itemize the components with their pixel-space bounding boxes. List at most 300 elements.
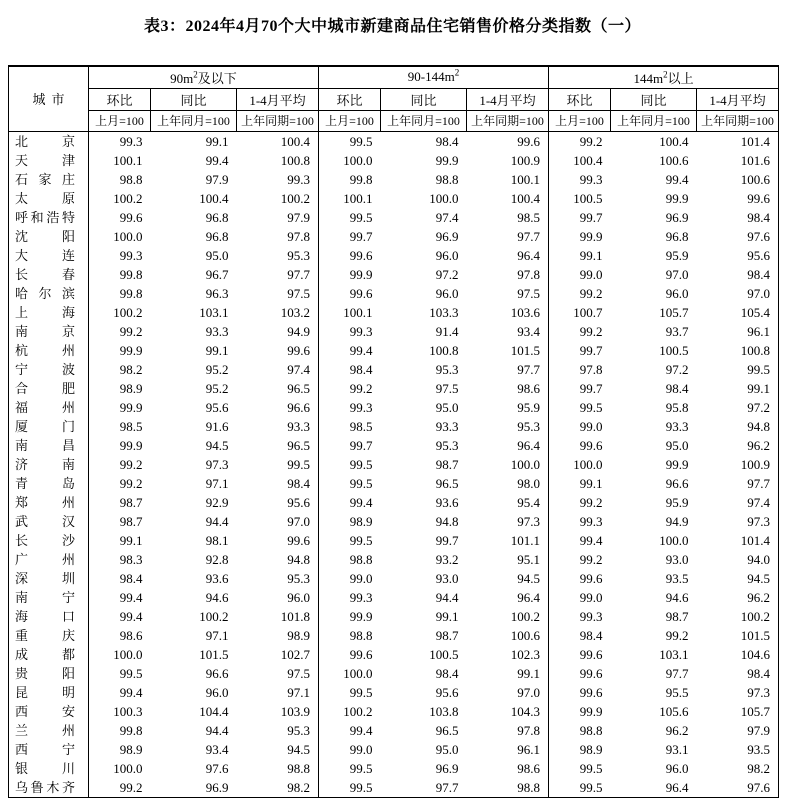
subheader-avg-g2: 1-4月平均: [467, 88, 549, 110]
city-cell: 长春: [9, 265, 89, 284]
value-cell: 98.4: [747, 209, 771, 225]
table-row: [9, 131, 779, 151]
value-cell: 95.0: [435, 741, 459, 757]
table-row: [9, 417, 779, 436]
value-cell: 99.9: [549, 227, 611, 246]
table-row: [9, 569, 779, 588]
value-cell: 94.4: [435, 589, 459, 605]
value-cell: 97.0: [747, 285, 771, 301]
value-cell: 97.0: [665, 266, 689, 282]
city-cell: 银川: [9, 759, 89, 778]
value-cell: 97.7: [517, 228, 540, 244]
value-cell: 97.1: [287, 684, 310, 700]
value-cell: 101.6: [740, 152, 771, 168]
city-cell: 长沙: [9, 531, 89, 550]
value-cell: 99.9: [319, 607, 381, 626]
table-body: [9, 131, 779, 797]
city-cell: 南京: [9, 322, 89, 341]
value-cell: 99.5: [319, 208, 381, 227]
value-cell: 100.0: [429, 190, 459, 206]
value-cell: 97.8: [517, 266, 540, 282]
base-header-row: [9, 110, 779, 131]
value-cell: 100.7: [549, 303, 611, 322]
value-cell: 101.5: [199, 646, 229, 662]
value-cell: 99.9: [319, 265, 381, 284]
value-cell: 99.6: [319, 284, 381, 303]
city-cell: 哈尔滨: [9, 284, 89, 303]
value-cell: 100.0: [89, 645, 151, 664]
city-cell: 西安: [9, 702, 89, 721]
value-cell: 99.6: [319, 645, 381, 664]
value-cell: 98.0: [517, 475, 540, 491]
value-cell: 97.8: [517, 722, 540, 738]
value-cell: 99.3: [287, 171, 310, 187]
value-cell: 97.8: [287, 228, 310, 244]
table-row: [9, 702, 779, 721]
city-cell: 贵阳: [9, 664, 89, 683]
value-cell: 100.5: [429, 646, 459, 662]
value-cell: 99.2: [665, 627, 689, 643]
value-cell: 99.3: [549, 512, 611, 531]
value-cell: 97.1: [205, 627, 229, 643]
subheader-mom-g1: 环比: [89, 88, 151, 110]
value-cell: 99.5: [287, 456, 310, 472]
value-cell: 99.2: [549, 493, 611, 512]
value-cell: 100.9: [510, 152, 540, 168]
table-row: [9, 246, 779, 265]
sub-header-row: [9, 88, 779, 110]
value-cell: 102.3: [510, 646, 540, 662]
value-cell: 98.2: [89, 360, 151, 379]
value-cell: 95.2: [205, 361, 229, 377]
city-column-header: 城市: [9, 66, 89, 131]
value-cell: 99.3: [319, 588, 381, 607]
value-cell: 101.8: [280, 608, 310, 624]
value-cell: 103.1: [659, 646, 689, 662]
value-cell: 95.0: [665, 437, 689, 453]
value-cell: 99.2: [549, 550, 611, 569]
value-cell: 98.9: [89, 740, 151, 759]
table-row: [9, 151, 779, 170]
value-cell: 103.1: [199, 304, 229, 320]
value-cell: 97.7: [435, 779, 459, 795]
table-header: [9, 66, 779, 131]
group-label-suffix: 及以下: [197, 70, 237, 86]
value-cell: 96.0: [665, 285, 689, 301]
value-cell: 99.7: [319, 436, 381, 455]
value-cell: 93.5: [747, 741, 771, 757]
value-cell: 99.6: [549, 436, 611, 455]
value-cell: 95.3: [287, 570, 310, 586]
value-cell: 97.7: [665, 665, 689, 681]
value-cell: 99.8: [319, 170, 381, 189]
value-cell: 97.9: [205, 171, 229, 187]
value-cell: 97.7: [517, 361, 540, 377]
value-cell: 101.1: [510, 532, 540, 548]
value-cell: 97.5: [435, 380, 459, 396]
value-cell: 99.7: [549, 341, 611, 360]
value-cell: 93.4: [517, 323, 540, 339]
table-row: [9, 512, 779, 531]
city-cell: 上海: [9, 303, 89, 322]
value-cell: 97.0: [287, 513, 310, 529]
value-cell: 99.3: [319, 322, 381, 341]
value-cell: 96.8: [665, 228, 689, 244]
value-cell: 97.2: [665, 361, 689, 377]
value-cell: 98.4: [747, 266, 771, 282]
value-cell: 99.6: [549, 683, 611, 702]
baseheader-lastyearmonth-g1: 上年同月=100: [151, 110, 237, 131]
table-row: [9, 303, 779, 322]
table-row: [9, 474, 779, 493]
value-cell: 94.8: [435, 513, 459, 529]
value-cell: 94.4: [205, 513, 229, 529]
value-cell: 100.5: [549, 189, 611, 208]
value-cell: 99.9: [89, 398, 151, 417]
table-row: [9, 778, 779, 798]
value-cell: 96.8: [205, 209, 229, 225]
value-cell: 97.3: [205, 456, 229, 472]
subheader-avg-g1: 1-4月平均: [237, 88, 319, 110]
city-cell: 深圳: [9, 569, 89, 588]
table-row: [9, 170, 779, 189]
value-cell: 94.9: [287, 323, 310, 339]
value-cell: 95.6: [205, 399, 229, 415]
city-cell: 青岛: [9, 474, 89, 493]
value-cell: 99.4: [549, 531, 611, 550]
value-cell: 99.2: [319, 379, 381, 398]
value-cell: 99.0: [549, 265, 611, 284]
value-cell: 100.0: [89, 759, 151, 778]
value-cell: 97.9: [747, 722, 771, 738]
value-cell: 100.2: [510, 608, 540, 624]
city-cell: 重庆: [9, 626, 89, 645]
value-cell: 99.1: [517, 665, 540, 681]
value-cell: 98.5: [319, 417, 381, 436]
value-cell: 94.4: [205, 722, 229, 738]
table-row: [9, 626, 779, 645]
value-cell: 97.5: [287, 665, 310, 681]
table-row: [9, 550, 779, 569]
value-cell: 96.4: [517, 437, 540, 453]
value-cell: 93.2: [435, 551, 459, 567]
value-cell: 100.8: [429, 342, 459, 358]
group-label: 90-144m: [407, 69, 455, 85]
value-cell: 99.3: [549, 170, 611, 189]
value-cell: 100.1: [319, 189, 381, 208]
value-cell: 98.4: [287, 475, 310, 491]
value-cell: 99.9: [665, 190, 689, 206]
value-cell: 91.6: [205, 418, 229, 434]
value-cell: 99.1: [435, 608, 459, 624]
subheader-mom-g3: 环比: [549, 88, 611, 110]
value-cell: 99.4: [319, 341, 381, 360]
value-cell: 96.5: [287, 437, 310, 453]
value-cell: 93.3: [435, 418, 459, 434]
baseheader-lastyearmonth-g3: 上年同月=100: [611, 110, 697, 131]
value-cell: 100.4: [510, 190, 540, 206]
table-row: [9, 664, 779, 683]
value-cell: 93.0: [435, 570, 459, 586]
value-cell: 95.9: [517, 399, 540, 415]
value-cell: 97.1: [205, 475, 229, 491]
value-cell: 94.6: [205, 589, 229, 605]
value-cell: 99.6: [549, 569, 611, 588]
value-cell: 98.5: [89, 417, 151, 436]
group-header-90-144: [319, 66, 549, 88]
value-cell: 97.6: [747, 228, 771, 244]
value-cell: 98.6: [89, 626, 151, 645]
value-cell: 97.0: [517, 684, 540, 700]
subheader-yoy-g1: 同比: [151, 88, 237, 110]
value-cell: 98.4: [435, 665, 459, 681]
value-cell: 96.9: [665, 209, 689, 225]
city-cell: 昆明: [9, 683, 89, 702]
value-cell: 98.3: [89, 550, 151, 569]
value-cell: 100.6: [740, 171, 771, 187]
value-cell: 98.4: [435, 133, 459, 149]
value-cell: 99.8: [89, 284, 151, 303]
value-cell: 93.0: [665, 551, 689, 567]
city-cell: 广州: [9, 550, 89, 569]
value-cell: 95.6: [747, 247, 771, 263]
table-row: [9, 341, 779, 360]
value-cell: 100.0: [659, 532, 689, 548]
baseheader-lastmonth-g2: 上月=100: [319, 110, 381, 131]
group-header-row: [9, 66, 779, 88]
value-cell: 95.3: [435, 437, 459, 453]
value-cell: 96.6: [665, 475, 689, 491]
value-cell: 100.2: [319, 702, 381, 721]
value-cell: 95.0: [205, 247, 229, 263]
table-row: [9, 607, 779, 626]
city-cell: 成都: [9, 645, 89, 664]
value-cell: 97.4: [747, 494, 771, 510]
value-cell: 99.3: [89, 246, 151, 265]
value-cell: 98.7: [89, 493, 151, 512]
city-cell: 厦门: [9, 417, 89, 436]
value-cell: 94.5: [517, 570, 540, 586]
value-cell: 99.9: [665, 456, 689, 472]
value-cell: 99.0: [549, 417, 611, 436]
value-cell: 100.2: [199, 608, 229, 624]
value-cell: 101.4: [740, 133, 771, 149]
value-cell: 92.9: [205, 494, 229, 510]
value-cell: 99.4: [89, 607, 151, 626]
value-cell: 99.2: [89, 322, 151, 341]
value-cell: 93.6: [205, 570, 229, 586]
value-cell: 99.2: [549, 131, 611, 151]
city-cell: 南宁: [9, 588, 89, 607]
city-cell: 西宁: [9, 740, 89, 759]
value-cell: 100.4: [199, 190, 229, 206]
superscript: 2: [193, 69, 198, 80]
value-cell: 95.6: [435, 684, 459, 700]
value-cell: 99.2: [549, 284, 611, 303]
value-cell: 97.5: [287, 285, 310, 301]
city-cell: 福州: [9, 398, 89, 417]
value-cell: 100.0: [510, 456, 540, 472]
value-cell: 98.6: [517, 380, 540, 396]
value-cell: 93.1: [665, 741, 689, 757]
value-cell: 99.6: [319, 246, 381, 265]
value-cell: 99.4: [89, 588, 151, 607]
value-cell: 97.4: [435, 209, 459, 225]
value-cell: 95.2: [205, 380, 229, 396]
table-row: [9, 721, 779, 740]
city-cell: 南昌: [9, 436, 89, 455]
value-cell: 99.3: [89, 131, 151, 151]
value-cell: 96.8: [205, 228, 229, 244]
value-cell: 98.8: [517, 779, 540, 795]
value-cell: 99.5: [89, 664, 151, 683]
value-cell: 98.8: [89, 170, 151, 189]
value-cell: 98.9: [319, 512, 381, 531]
value-cell: 99.5: [319, 474, 381, 493]
value-cell: 100.4: [549, 151, 611, 170]
value-cell: 99.2: [89, 474, 151, 493]
value-cell: 96.6: [205, 665, 229, 681]
value-cell: 99.6: [747, 190, 771, 206]
value-cell: 100.4: [280, 133, 310, 149]
group-header-90-below: [89, 66, 319, 88]
table-row: [9, 189, 779, 208]
value-cell: 99.3: [319, 398, 381, 417]
value-cell: 97.7: [287, 266, 310, 282]
value-cell: 98.7: [435, 627, 459, 643]
value-cell: 92.8: [205, 551, 229, 567]
baseheader-lastyearperiod-g2: 上年同期=100: [467, 110, 549, 131]
table-row: [9, 284, 779, 303]
value-cell: 103.3: [429, 304, 459, 320]
value-cell: 99.5: [319, 455, 381, 474]
superscript: 2: [663, 69, 668, 80]
value-cell: 94.8: [747, 418, 771, 434]
value-cell: 94.5: [287, 741, 310, 757]
value-cell: 96.0: [287, 589, 310, 605]
table-row: [9, 379, 779, 398]
value-cell: 95.1: [517, 551, 540, 567]
value-cell: 95.3: [517, 418, 540, 434]
value-cell: 97.5: [517, 285, 540, 301]
value-cell: 93.6: [435, 494, 459, 510]
value-cell: 99.1: [549, 246, 611, 265]
value-cell: 95.9: [665, 494, 689, 510]
value-cell: 98.4: [665, 380, 689, 396]
table-row: [9, 360, 779, 379]
value-cell: 93.3: [665, 418, 689, 434]
value-cell: 99.7: [549, 379, 611, 398]
value-cell: 103.9: [280, 703, 310, 719]
value-cell: 96.6: [287, 399, 310, 415]
value-cell: 97.4: [287, 361, 310, 377]
value-cell: 100.0: [319, 664, 381, 683]
value-cell: 99.1: [205, 342, 229, 358]
baseheader-lastmonth-g1: 上月=100: [89, 110, 151, 131]
table-title: 表3：2024年4月70个大中城市新建商品住宅销售价格分类指数（一）: [143, 18, 641, 35]
value-cell: 99.5: [319, 683, 381, 702]
table-row: [9, 683, 779, 702]
city-cell: 合肥: [9, 379, 89, 398]
value-cell: 96.2: [747, 437, 771, 453]
city-cell: 乌鲁木齐: [9, 778, 89, 798]
value-cell: 98.4: [549, 626, 611, 645]
value-cell: 99.5: [319, 531, 381, 550]
group-label-suffix: 以上: [667, 70, 694, 86]
value-cell: 99.6: [517, 133, 540, 149]
table-row: [9, 455, 779, 474]
subheader-mom-g2: 环比: [319, 88, 381, 110]
value-cell: 96.4: [517, 247, 540, 263]
value-cell: 99.9: [435, 152, 459, 168]
value-cell: 98.2: [747, 760, 771, 776]
value-cell: 99.4: [205, 152, 229, 168]
value-cell: 99.2: [89, 778, 151, 798]
table-row: [9, 208, 779, 227]
value-cell: 105.6: [659, 703, 689, 719]
value-cell: 97.3: [517, 513, 540, 529]
value-cell: 99.5: [549, 398, 611, 417]
value-cell: 97.8: [549, 360, 611, 379]
value-cell: 99.4: [665, 171, 689, 187]
value-cell: 96.5: [435, 722, 459, 738]
city-cell: 大连: [9, 246, 89, 265]
value-cell: 100.8: [280, 152, 310, 168]
value-cell: 105.7: [740, 703, 771, 719]
value-cell: 99.0: [319, 569, 381, 588]
value-cell: 99.4: [319, 493, 381, 512]
value-cell: 100.5: [659, 342, 689, 358]
value-cell: 95.5: [665, 684, 689, 700]
baseheader-lastyearmonth-g2: 上年同月=100: [381, 110, 467, 131]
baseheader-lastyearperiod-g3: 上年同期=100: [697, 110, 779, 131]
value-cell: 102.7: [280, 646, 310, 662]
value-cell: 104.4: [199, 703, 229, 719]
group-label: 144m: [633, 70, 664, 86]
value-cell: 101.4: [740, 532, 771, 548]
table-row: [9, 322, 779, 341]
value-cell: 98.4: [319, 360, 381, 379]
value-cell: 96.5: [435, 475, 459, 491]
value-cell: 100.6: [510, 627, 540, 643]
value-cell: 96.9: [435, 228, 459, 244]
table-row: [9, 265, 779, 284]
value-cell: 97.6: [205, 760, 229, 776]
city-cell: 兰州: [9, 721, 89, 740]
value-cell: 99.0: [549, 588, 611, 607]
value-cell: 99.9: [89, 341, 151, 360]
value-cell: 94.8: [287, 551, 310, 567]
value-cell: 99.1: [89, 531, 151, 550]
value-cell: 97.2: [435, 266, 459, 282]
value-cell: 97.6: [747, 779, 771, 795]
value-cell: 99.8: [89, 265, 151, 284]
value-cell: 95.4: [517, 494, 540, 510]
value-cell: 96.0: [435, 247, 459, 263]
table-row: [9, 759, 779, 778]
value-cell: 100.1: [89, 151, 151, 170]
value-cell: 94.6: [665, 589, 689, 605]
value-cell: 94.5: [747, 570, 771, 586]
value-cell: 96.2: [747, 589, 771, 605]
value-cell: 98.8: [549, 721, 611, 740]
value-cell: 99.5: [747, 361, 771, 377]
value-cell: 98.1: [205, 532, 229, 548]
city-cell: 北京: [9, 131, 89, 151]
value-cell: 96.1: [517, 741, 540, 757]
value-cell: 94.9: [665, 513, 689, 529]
table-row: [9, 398, 779, 417]
